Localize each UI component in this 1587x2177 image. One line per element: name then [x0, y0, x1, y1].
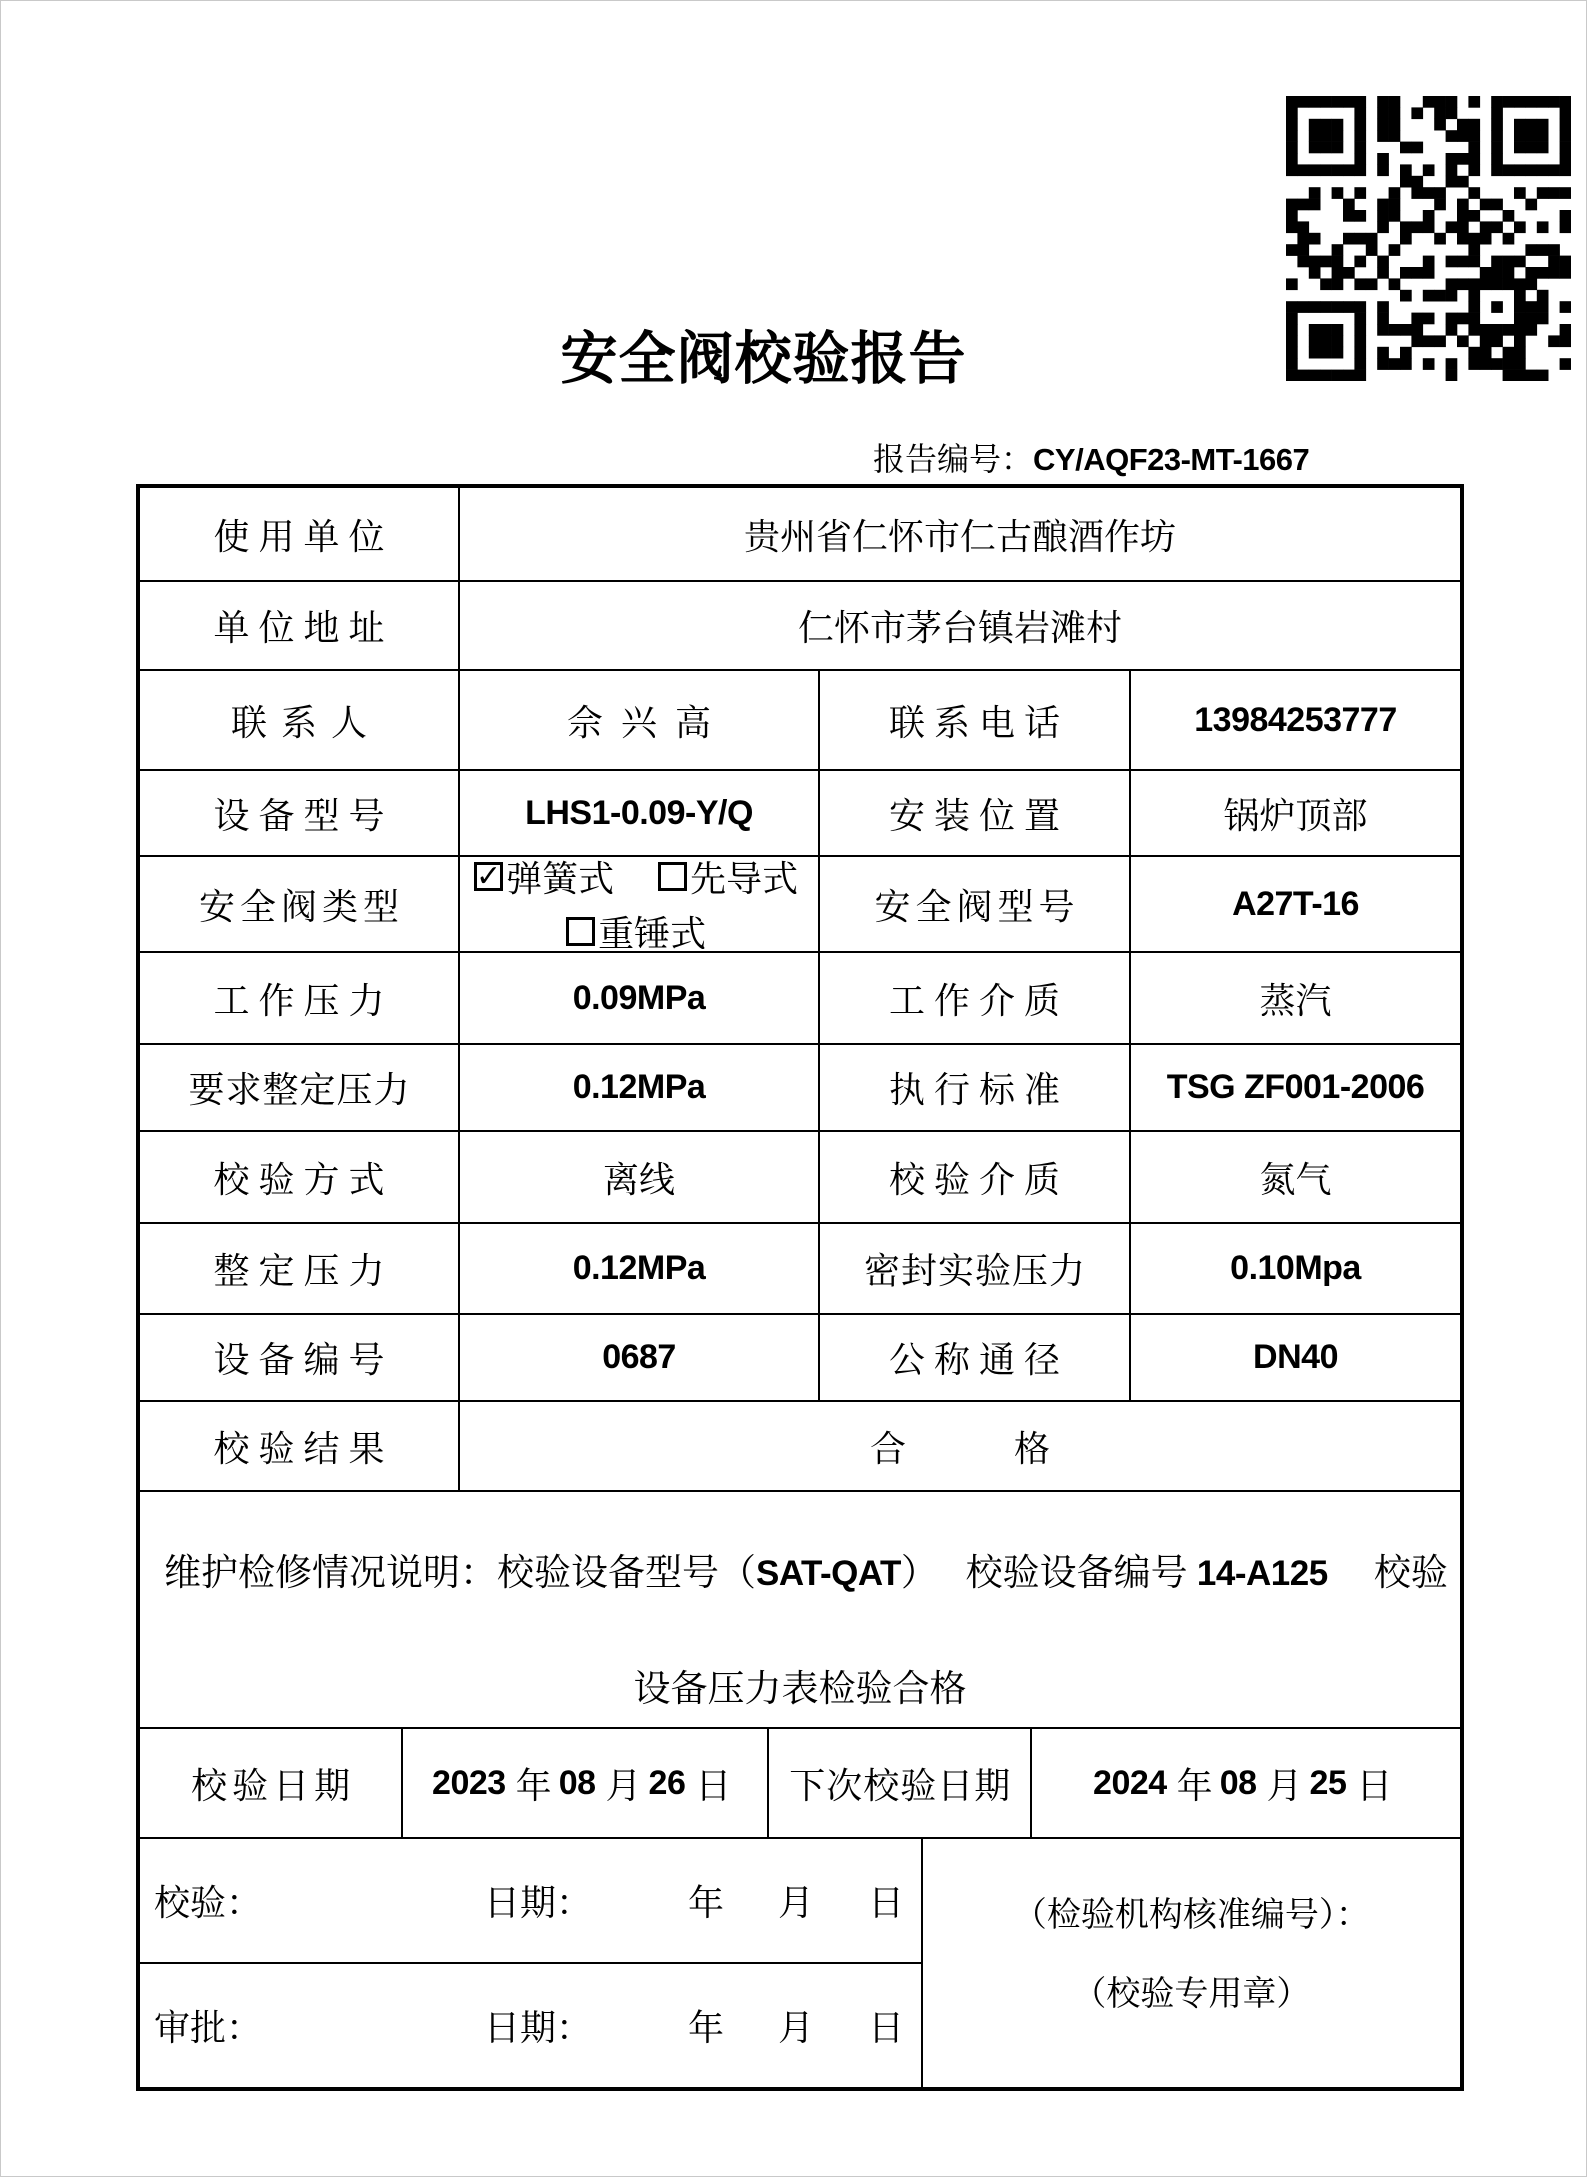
field-value-standard: TSG ZF001-2006 [1166, 1068, 1425, 1106]
month-unit: 月 [605, 1765, 642, 1806]
field-label-contact-phone: 联系电话 [820, 671, 1131, 769]
field-label-set-pressure: 整定压力 [140, 1224, 460, 1313]
day-unit: 日 [695, 1765, 732, 1806]
field-value-contact: 佘兴高 [460, 671, 820, 769]
day-unit: 日 [868, 2008, 905, 2048]
page-title: 安全阀校验报告 [560, 328, 967, 391]
table-row-set-pressure [140, 1222, 1460, 1313]
field-label-method: 校验方式 [140, 1132, 460, 1222]
valve-type-option-spring [474, 851, 798, 902]
field-label-valve-model: 安全阀型号 [820, 857, 1131, 951]
calibration-month: 08 [558, 1763, 596, 1802]
field-value-valve-model: A27T-16 [1232, 884, 1359, 923]
field-label-device-no: 设备编号 [140, 1315, 460, 1400]
year-unit: 年 [688, 2008, 725, 2048]
table-row-device-model [140, 769, 1460, 855]
field-label-install-position: 安装位置 [820, 771, 1131, 855]
field-value-contact-phone: 13984253777 [1194, 700, 1397, 739]
table-row-result [140, 1400, 1460, 1490]
calibration-year: 2023 [432, 1763, 506, 1802]
next-year: 2024 [1093, 1763, 1167, 1802]
approve-signature-label: 审批： [154, 2008, 263, 2048]
field-label-work-medium: 工作介质 [820, 953, 1131, 1043]
field-value-result: 合 格 [870, 1428, 1051, 1469]
field-label-required-set-pressure: 要求整定压力 [140, 1045, 460, 1130]
field-value-usage-unit: 贵州省仁怀市仁古酿酒作坊 [744, 516, 1177, 557]
day-unit: 日 [1356, 1765, 1393, 1806]
field-label-test-medium: 校验介质 [820, 1132, 1131, 1222]
field-label-work-pressure: 工作压力 [140, 953, 460, 1043]
field-value-test-medium: 氮气 [1259, 1159, 1332, 1200]
field-value-valve-type [460, 857, 820, 954]
field-label-calibration-date: 校验日期 [140, 1729, 403, 1837]
field-value-seal-test-pressure: 0.10Mpa [1230, 1249, 1361, 1287]
field-value-work-pressure: 0.09MPa [460, 953, 820, 1043]
next-day: 25 [1309, 1763, 1347, 1802]
note-middle: ） 校验设备编号 [900, 1553, 1197, 1594]
report-number [873, 434, 1309, 480]
table-row-device-no [140, 1313, 1460, 1400]
table-row-dates [140, 1727, 1460, 1837]
valve-type-option-weight [566, 906, 706, 957]
check-signature-label: 校验： [154, 1883, 263, 1923]
blank-date-fields [688, 1875, 904, 1926]
checkbox-unchecked-icon [658, 862, 687, 891]
field-value-calibration-date [403, 1729, 769, 1837]
checkbox-checked-icon: ✓ [476, 858, 502, 894]
month-unit: 月 [778, 2008, 815, 2048]
note-suffix: 校验 [1327, 1553, 1448, 1594]
field-value-device-no: 0687 [460, 1315, 820, 1400]
field-value-nominal-diameter: DN40 [1253, 1338, 1338, 1376]
report-number-value: CY/AQF23-MT-1667 [1033, 442, 1310, 477]
table-row-usage-unit [140, 488, 1460, 580]
report-number-label: 报告编号： [873, 441, 1034, 477]
year-unit: 年 [688, 1883, 725, 1923]
table-row-method [140, 1130, 1460, 1222]
note-calibration-device-model: SAT-QAT [756, 1554, 901, 1593]
signoff-check-row [140, 1839, 921, 1962]
maintenance-note-line1 [164, 1542, 1460, 1596]
signoff-left [140, 1839, 923, 2087]
day-unit: 日 [868, 1883, 905, 1923]
field-value-method: 离线 [460, 1132, 820, 1222]
report-table [136, 484, 1464, 2091]
field-label-contact: 联系人 [140, 671, 460, 769]
table-row-unit-address [140, 580, 1460, 669]
checkbox-unchecked-icon [566, 917, 595, 946]
note-prefix: 维护检修情况说明：校验设备型号（ [164, 1553, 756, 1594]
field-value-install-position: 锅炉顶部 [1223, 795, 1368, 836]
field-label-unit-address: 单位地址 [140, 582, 460, 669]
org-approval-no-label: （检验机构核准编号）： [1012, 1897, 1370, 1934]
calibration-day: 26 [648, 1763, 686, 1802]
valve-type-option-pilot-label: 先导式 [690, 859, 799, 899]
date-label: 日期： [484, 1883, 593, 1923]
next-month: 08 [1219, 1763, 1257, 1802]
note-calibration-device-no: 14-A125 [1196, 1554, 1328, 1593]
date-label: 日期： [484, 2008, 593, 2048]
valve-type-option-weight-label: 重锤式 [598, 914, 707, 954]
field-value-required-set-pressure: 0.12MPa [460, 1045, 820, 1130]
inspection-org-cell [923, 1839, 1460, 2087]
field-label-nominal-diameter: 公称通径 [820, 1315, 1131, 1400]
field-value-work-medium: 蒸汽 [1259, 980, 1332, 1021]
field-label-usage-unit: 使用单位 [140, 488, 460, 580]
month-unit: 月 [778, 1883, 815, 1923]
field-label-valve-type: 安全阀类型 [140, 857, 460, 951]
field-value-next-calibration-date [1032, 1729, 1460, 1837]
signoff-approve-row [140, 1962, 921, 2087]
field-label-next-calibration-date: 下次校验日期 [769, 1729, 1032, 1837]
field-label-standard: 执行标准 [820, 1045, 1131, 1130]
field-label-result: 校验结果 [140, 1402, 460, 1490]
table-row-valve-type [140, 855, 1460, 954]
blank-date-fields [688, 2000, 904, 2051]
signoff-section [140, 1837, 1460, 2087]
table-row-required-set-pressure [140, 1043, 1460, 1130]
field-value-unit-address: 仁怀市茅台镇岩滩村 [798, 608, 1123, 648]
year-unit: 年 [1176, 1765, 1213, 1806]
maintenance-note-section [140, 1490, 1460, 1727]
table-row-contact [140, 669, 1460, 769]
valve-type-option-spring-label: 弹簧式 [506, 859, 615, 899]
field-label-seal-test-pressure: 密封实验压力 [820, 1224, 1131, 1313]
year-unit: 年 [515, 1765, 552, 1806]
field-value-device-model: LHS1-0.09-Y/Q [460, 771, 820, 855]
field-value-set-pressure: 0.12MPa [460, 1224, 820, 1313]
month-unit: 月 [1266, 1765, 1303, 1806]
maintenance-note-line2: 设备压力表检验合格 [633, 1669, 967, 1710]
table-row-work-pressure [140, 951, 1460, 1043]
field-label-device-model: 设备型号 [140, 771, 460, 855]
calibration-stamp-label: （校验专用章） [1072, 1976, 1311, 2013]
